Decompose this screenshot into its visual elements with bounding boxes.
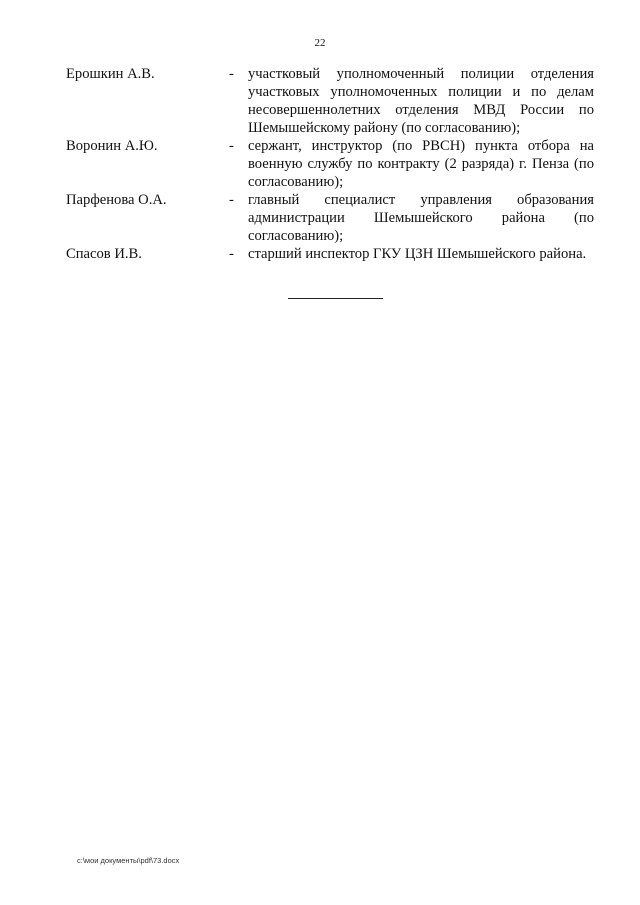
member-description: сержант, инструктор (по РВСН) пункта отбора на военную службу по контракту (2 разряда) г. Пенза (по согласованию); (248, 138, 594, 190)
member-row (66, 65, 594, 137)
page-number: 22 (314, 37, 326, 49)
end-separator-line (288, 298, 383, 299)
member-dash: - (229, 138, 234, 154)
members-list (66, 65, 594, 263)
member-dash: - (229, 246, 234, 262)
member-description: главный специалист управления образования администрации Шемышейского района (по согласованию); (248, 192, 594, 244)
member-row (66, 191, 594, 245)
member-name: Спасов И.В. (66, 246, 142, 262)
member-description: старший инспектор ГКУ ЦЗН Шемышейского района. (248, 246, 587, 262)
member-row (66, 245, 594, 263)
member-row (66, 137, 594, 191)
member-description: участковый уполномоченный полиции отделения участковых уполномоченных полиции и по делам несовершеннолетних отделения МВД России по Шемышейскому району (по согласованию); (248, 66, 594, 136)
member-dash: - (229, 192, 234, 208)
member-name: Парфенова О.А. (66, 192, 167, 208)
footer-file-path: c:\мои документы\pdf\73.docx (77, 856, 180, 865)
member-name: Ерошкин А.В. (66, 66, 155, 82)
member-name: Воронин А.Ю. (66, 138, 158, 154)
member-dash: - (229, 66, 234, 82)
